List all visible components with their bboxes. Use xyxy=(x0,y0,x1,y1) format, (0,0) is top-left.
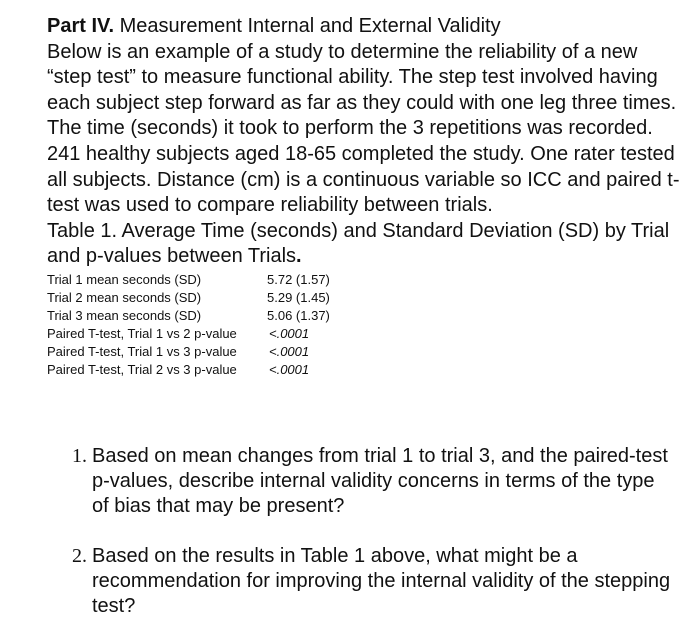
row-label: Trial 3 mean seconds (SD) xyxy=(47,307,202,323)
table-caption-text: Table 1. Average Time (seconds) and Standard Deviation (SD) by Trial and p-values between Trials xyxy=(47,219,670,268)
question-text: Based on the results in Table 1 above, what might be a recommendation for improving the internal validity of the stepping test? xyxy=(92,545,671,617)
question-text: Based on mean changes from trial 1 to trial 3, and the paired-test p-values, describe internal validity concerns in terms of the type of bias that may be present? xyxy=(92,445,668,517)
question-number: 2. xyxy=(72,545,87,567)
table-row xyxy=(47,289,330,307)
question-number: 1. xyxy=(72,445,87,467)
question-item xyxy=(72,444,672,519)
table-row xyxy=(47,343,330,361)
row-label: Trial 2 mean seconds (SD) xyxy=(47,289,202,305)
table-caption xyxy=(47,219,687,270)
study-description: Below is an example of a study to determine the reliability of a new “step test” to measure functional ability. The step test involved having each subject step forward as far as they could with one leg three times. The time (seconds) it took to perform the 3 repetitions was recorded. 241 healthy subjects aged 18-65 completed the study. One rater tested all subjects. Distance (cm) is a continuous variable so ICC and paired t-test was used to compare reliability between trials. xyxy=(47,40,680,217)
section-heading xyxy=(47,14,687,40)
question-list xyxy=(72,444,672,644)
row-label: Paired T-test, Trial 1 vs 2 p-value xyxy=(47,325,237,341)
row-label: Paired T-test, Trial 1 vs 3 p-value xyxy=(47,343,237,359)
row-pvalue: <.0001 xyxy=(269,325,310,341)
question-item xyxy=(72,544,672,619)
section-title: Measurement Internal and External Validity xyxy=(114,15,501,37)
table-row xyxy=(47,271,330,289)
table-row xyxy=(47,325,330,343)
table-caption-period: . xyxy=(296,245,302,268)
row-value: 5.06 (1.37) xyxy=(267,307,330,323)
row-label: Trial 1 mean seconds (SD) xyxy=(47,271,202,287)
row-pvalue: <.0001 xyxy=(269,343,310,359)
row-value: 5.72 (1.57) xyxy=(267,271,330,287)
table-row xyxy=(47,307,330,325)
section-label: Part IV. xyxy=(47,15,115,37)
table-row xyxy=(47,361,330,379)
row-label: Paired T-test, Trial 2 vs 3 p-value xyxy=(47,361,237,377)
row-value: 5.29 (1.45) xyxy=(267,289,330,305)
results-table xyxy=(47,271,330,379)
row-pvalue: <.0001 xyxy=(269,361,310,377)
document-body xyxy=(47,14,687,379)
